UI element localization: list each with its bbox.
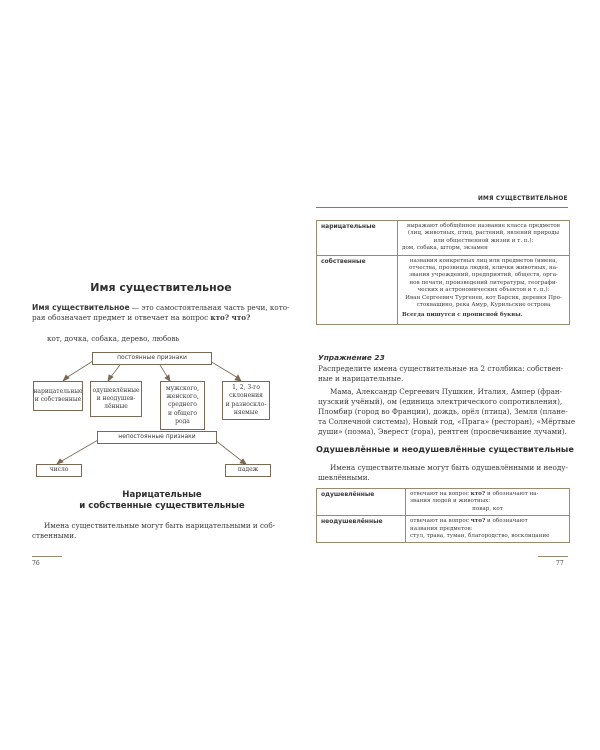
desc-line: отвечают на вопрос что? и обозначают: [410, 518, 528, 525]
desc-line: нов печати, произведений литературы, географи-: [409, 279, 558, 286]
desc-line: повар, кот: [472, 505, 503, 512]
feature-text: нарицательные: [33, 387, 83, 395]
table-cell-label: [317, 489, 406, 516]
row-label: неодушевлённые: [321, 518, 383, 526]
row-label: одушевлённые: [321, 491, 375, 498]
table-cell-label: [317, 255, 398, 324]
instruction-line: ные и нарицательные.: [318, 374, 404, 383]
feature-text: и общего: [167, 409, 197, 417]
feature-text: и собственные: [34, 396, 82, 403]
row-label: собственные: [321, 257, 366, 265]
section-text-line: ственными.: [32, 531, 77, 540]
desc-line: отвечают на вопрос кто? и обозначают на-: [410, 491, 539, 497]
feature-text: среднего: [168, 401, 197, 409]
table-cell-desc: [406, 516, 570, 543]
feature-text: няемые: [233, 408, 259, 416]
feature-text: лённые: [104, 403, 128, 411]
feature-text: и неодушев-: [96, 394, 136, 402]
feature-box-gender: [160, 381, 205, 430]
exercise-line: души» (поэма), Эверест (гора), рентген (просвечивание лучами).: [318, 427, 567, 436]
constant-features-label: постоянные признаки: [117, 354, 187, 362]
desc-line: названия конкретных лиц или предметов (имена,: [409, 257, 558, 264]
desc-line: (лиц, животных, птиц, растений, явлений природы: [407, 230, 560, 237]
section-text-animacy: [318, 463, 570, 483]
row-label: нарицательные: [321, 223, 376, 230]
feature-text: 1, 2, 3-го: [232, 384, 260, 392]
variable-features-label: непостоянные признаки: [118, 433, 196, 441]
desc-line: звания людей и животных:: [410, 498, 491, 505]
table-row: [317, 489, 570, 516]
exercise-line: цузский учёный), ом (единица электрического сопротивления),: [318, 397, 563, 406]
examples-line: кот, дочка, собака, дерево, любовь: [47, 334, 180, 343]
table-cell-desc: [398, 221, 570, 256]
feature-box-animacy: [90, 381, 142, 417]
desc-bold-line: Всегда пишутся с прописной буквы.: [402, 312, 523, 319]
section-title-common-proper: [30, 490, 294, 512]
desc-line: выражают обобщённое название класса предметов: [407, 223, 560, 229]
exercise-title: Упражнение 23: [318, 353, 385, 362]
animacy-table: [316, 488, 570, 543]
feature-text: одушевлённые: [92, 386, 140, 394]
feature-box-number: [36, 464, 82, 477]
desc-line: Иван Сергеевич Тургенев, кот Барсик, деревня Про-: [405, 294, 562, 301]
section-text-line: Имена существительные могут быть нарицательными и соб-: [44, 521, 276, 530]
running-header: ИМЯ СУЩЕСТВИТЕЛЬНОЕ: [478, 196, 568, 202]
footer-rule: [538, 556, 568, 557]
definition-questions: кто? что?: [210, 313, 251, 322]
feature-text: число: [49, 466, 69, 474]
page-title: Имя существительное: [90, 281, 232, 294]
variable-features-box: [97, 431, 217, 444]
instruction-line: Распределите имена существительные на 2 столбика: собствен-: [318, 364, 564, 373]
exercise-line: Пломбир (город во Франции), дождь, орёл (птица), Земля (плане-: [318, 407, 568, 416]
diagram-connectors: [0, 0, 300, 500]
feature-text: рода: [175, 417, 190, 425]
section-title-line: Нарицательные: [122, 490, 202, 500]
feature-box-case: [225, 464, 271, 477]
section-title-animacy: Одушевлённые и неодушевлённые существительные: [316, 444, 574, 454]
section-text-common-proper: [32, 521, 296, 541]
feature-text: мужского,: [165, 384, 200, 392]
desc-line: отчества, прозвища людей, клички животных, на-: [409, 265, 558, 272]
table-cell-label: [317, 516, 406, 543]
section-title-line: и собственные существительные: [79, 501, 245, 511]
table-row: [317, 255, 570, 324]
common-proper-table: [316, 220, 570, 325]
desc-line: названия предметов:: [410, 525, 473, 532]
feature-text: склонения: [229, 392, 263, 400]
constant-features-box: [92, 352, 212, 365]
table-row: [317, 221, 570, 256]
table-cell-desc: [398, 255, 570, 324]
feature-text: и разносклo-: [225, 400, 267, 408]
definition-line1: — это самостоятельная часть речи, кото-: [129, 303, 290, 312]
section-text-line: Имена существительные могут быть одушевлёнными и неоду-: [330, 463, 568, 472]
feature-text: падеж: [237, 466, 259, 474]
feature-text: женского,: [166, 393, 199, 401]
exercise-text: [318, 387, 576, 437]
desc-line: дом, собака, шторм, экзамен: [402, 245, 488, 252]
page-number-left: 76: [32, 560, 40, 567]
desc-line: звания учреждений, предприятий, обществ, орга-: [409, 272, 558, 279]
page-number-right: 77: [556, 560, 564, 567]
table-row: [317, 516, 570, 543]
desc-line: ческих и астрономических объектов и т. п.):: [417, 287, 550, 294]
footer-rule: [32, 556, 62, 557]
definition-term: Имя существительное: [32, 303, 130, 312]
table-cell-label: [317, 221, 398, 256]
feature-box-common-proper: [33, 381, 83, 411]
desc-line: стоквашино, река Амур, Курильские острова: [416, 302, 551, 309]
section-text-line: шевлёнными.: [318, 473, 370, 482]
desc-line: стул, трава, туман, благородство, восклицание: [410, 533, 550, 540]
exercise-instruction: [318, 364, 570, 384]
exercise-line: та Солнечной системы), Новый год, «Прага» (ресторан), «Мёртвые: [318, 417, 576, 426]
header-rule: [316, 207, 568, 208]
feature-box-declension: [222, 381, 270, 420]
desc-line: или общественной жизни и т. п.):: [433, 237, 534, 244]
definition-line2: рая обозначает предмет и отвечает на вопрос: [32, 313, 211, 322]
table-cell-desc: [406, 489, 570, 516]
exercise-line: Мама, Александр Сергеевич Пушкин, Италия, Ампер (фран-: [330, 387, 563, 396]
